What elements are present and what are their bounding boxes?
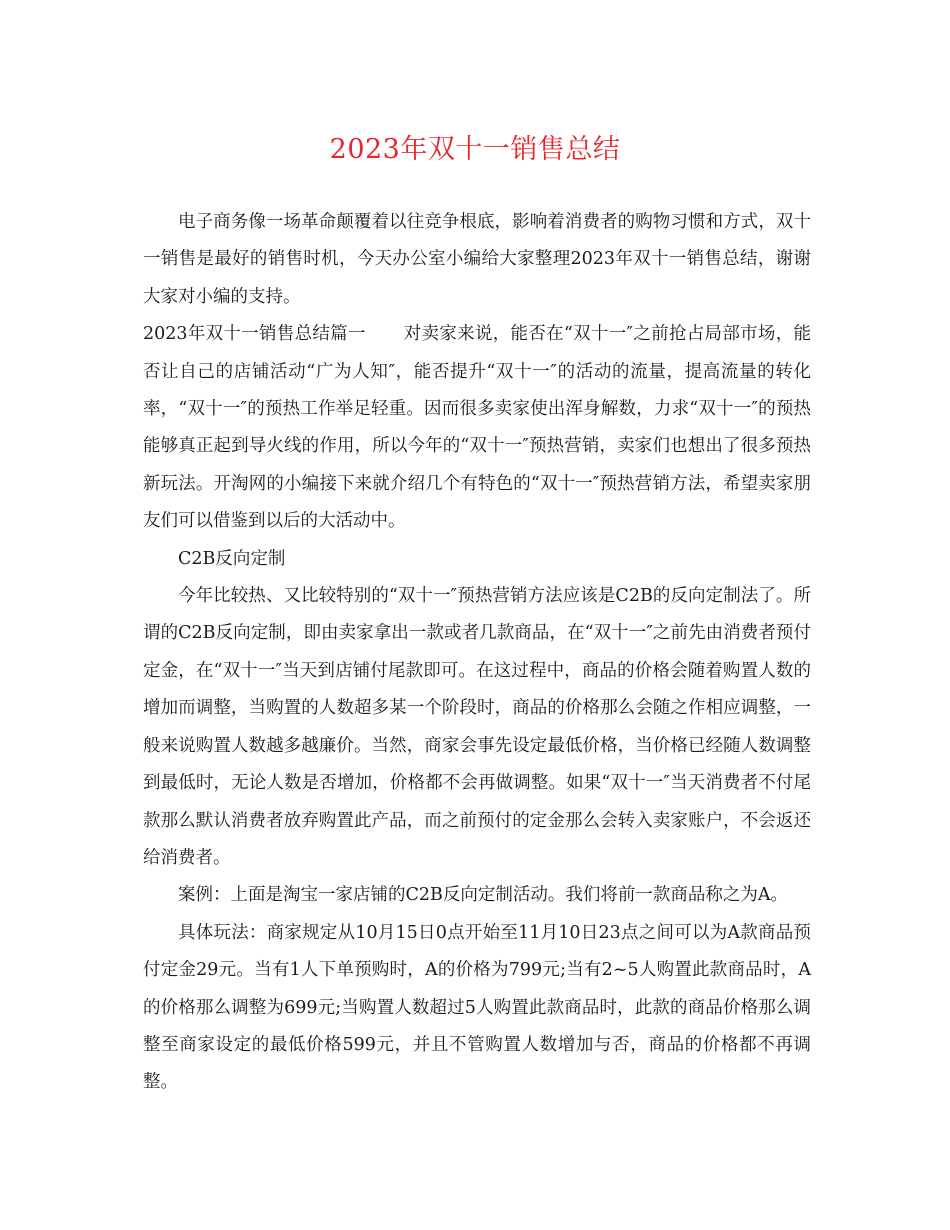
intro-paragraph: 电子商务像一场革命颠覆着以往竞争根底，影响着消费者的购物习惯和方式，双十一销售是最好的销售时机，今天办公室小编给大家整理2023年双十一销售总结，谢谢大家对小编的支持。: [143, 212, 811, 307]
section-one-label: 2023年双十一销售总结篇一: [143, 324, 366, 345]
subheading-c2b: C2B反向定制: [178, 548, 286, 569]
section-one-text: 对卖家来说，能否在“双十一″之前抢占局部市场，能否让自己的店铺活动“广为人知″，能否提升“双十一″的活动的流量，提高流量的转化率，“双十一″的预热工作举足轻重。因而很多卖家使出浑身解数，力求“双十一″的预热能够真正起到导火线的作用，所以今年的“双十一″预热营销，卖家们也想出了很多预热新玩法。开淘网的小编接下来就介绍几个有特色的“双十一″预热营销方法，希望卖家朋友们可以借鉴到以后的大活动中。: [143, 324, 811, 532]
case-paragraph: 案例：上面是淘宝一家店铺的C2B反向定制活动。我们将前一款商品称之为A。: [178, 885, 789, 906]
section-one-paragraph: [143, 316, 811, 540]
document-title: 2023年双十一销售总结: [329, 134, 621, 165]
c2b-paragraph: 今年比较热、又比较特别的“双十一″预热营销方法应该是C2B的反向定制法了。所谓的C2B反向定制，即由卖家拿出一款或者几款商品，在“双十一″之前先由消费者预付定金，在“双十一″当天到店铺付尾款即可。在这过程中，商品的价格会随着购置人数的增加而调整，当购置的人数超多某一个阶段时，商品的价格那么会随之作相应调整，一般来说购置人数越多越廉价。当然，商家会事先设定最低价格，当价格已经随人数调整到最低时，无论人数是否增加，价格都不会再做调整。如果“双十一″当天消费者不付尾款那么默认消费者放弃购置此产品，而之前预付的定金那么会转入卖家账户，不会返还给消费者。: [143, 586, 811, 868]
document-body: [143, 204, 811, 1102]
rules-paragraph: 具体玩法：商家规定从10月15日0点开始至11月10日23点之间可以为A款商品预付定金29元。当有1人下单预购时，A的价格为799元;当有2~5人购置此款商品时，A的价格那么调整为699元;当购置人数超过5人购置此款商品时，此款的商品价格那么调整至商家设定的最低价格599元，并且不管购置人数增加与否，商品的价格都不再调整。: [143, 922, 811, 1093]
